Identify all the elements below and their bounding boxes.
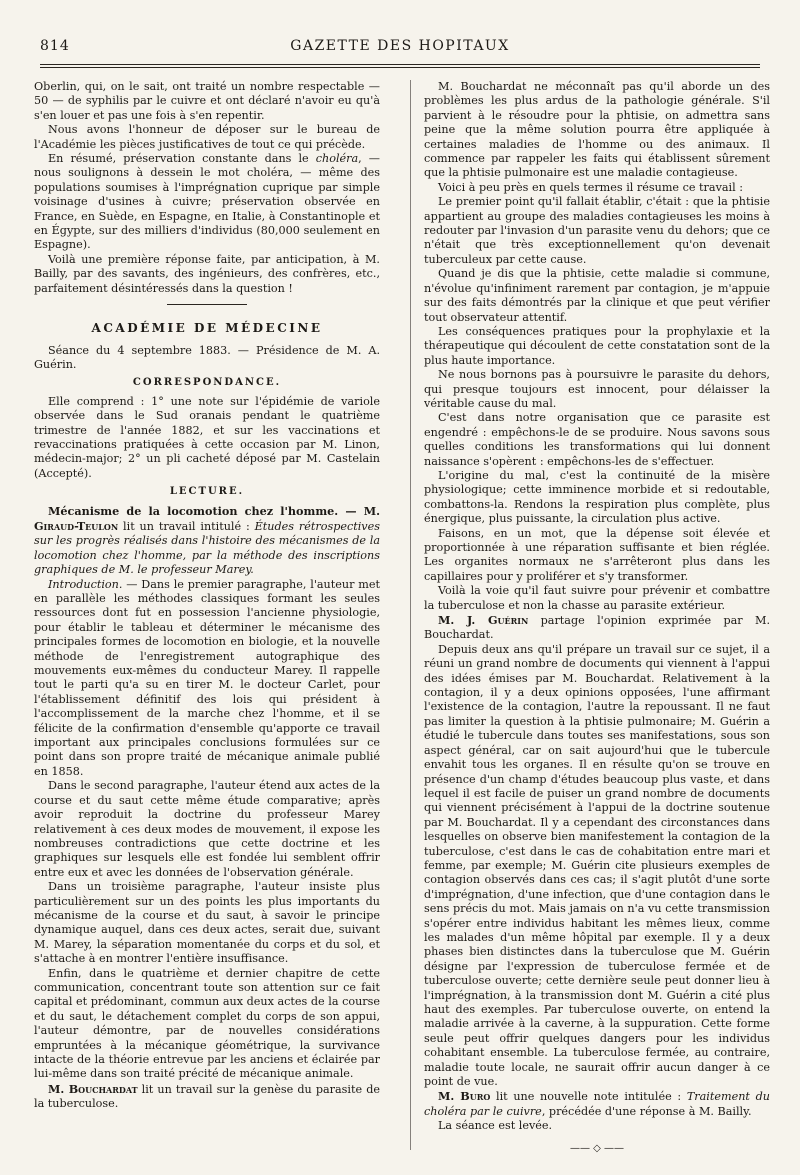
divider [167,304,247,305]
left-column [34,80,380,1160]
text-run: partage l'opinion exprimée par M. Bouchardat. [424,614,770,642]
article-title: Mécanisme de la locomotion chez l'homme. — [48,503,364,518]
article-italic: Études rétrospectives sur les progrès réalisés dans l'histoire des mécanismes de la locomotion chez l'homme, par la méthode des inscriptions graphiques de M. le professeur Marey. [34,519,380,577]
right-column [424,80,770,1160]
paragraph: Voilà une première réponse faite, par anticipation, à M. Bailly, par des savants, des ingénieurs, des confrères, etc., parfaitement désintéressés dans la question ! [34,252,380,295]
author-name: M. Buro [438,1089,491,1104]
paragraph: Dans le second paragraphe, l'auteur étend aux actes de la course et du saut cette même étude comparative; après avoir reproduit la doctrine du professeur Marey relativement à ces deux modes de mouvement, il expose les nombreuses contradictions que cette doctrine et les graphiques sur lesquels elle est fondée lui semblent offrir entre eux et avec les données de l'observation générale. [34,779,380,879]
text-run: choléra [315,152,359,166]
paragraph [424,613,770,643]
section-title: ACADÉMIE DE MÉDECINE [91,321,323,336]
paragraph: Depuis deux ans qu'il prépare un travail sur ce sujet, il a réuni un grand nombre de documents qui viennent à l'appui des idées émises par M. Bouchardat. Relativement à la contagion, il y a deux opinions opposées, l'une affirmant l'existence de la contagion, l'autre la repoussant. Il ne faut pas limiter la question à la phtisie pulmonaire; M. Guérin a étudié le tubercule dans toutes ses manifestations, sous son aspect général, car on sait aujourd'hui que le tubercule envahit tous les organes. Il en résulte qu'on se trouve en présence d'un champ d'études beaucoup plus vaste, et dans lequel il est facile de puiser un grand nombre de documents qui viennent précisément à l'appui de la doctrine soutenue par M. Bouchardat. Il y a cependant des circonstances dans lesquelles on observe bien manifestement la contagion de la tuberculose, c'est dans le cas de cohabitation entre mari et femme, par exemple; M. Guérin cite plusieurs exemples de contagion observés dans ces cas; il s'agit plutôt d'une sorte d'imprégnation, d'une infection, que d'une contagion dans le sens précis du mot. Mais jamais on n'a vu cette transmission s'opérer entre individus habitant les mêmes lieux, comme les malades d'un même hôpital par exemple. Il y a deux phases bien distinctes dans la tuberculose que M. Guérin désigne par l'expression de tuberculose fermée et de tuberculose ouverte; cette dernière seule peut donner lieu à l'imprégnation, à la transmission dont M. Guérin a cité plus haut des exemples. Par tuberculose ouverte, on entend la maladie arrivée à la caverne, à la suppuration. Cette forme seule peut offrir quelques dangers pour les individus cohabitant ensemble. La tuberculose fermée, au contraire, maladie toute locale, ne saurait offrir aucun danger à ce point de vue. [424,642,770,1089]
paragraph: Quand je dis que la phtisie, cette maladie si commune, n'évolue qu'infiniment rarement par contagion, je m'appuie sur des faits démontrés par la clinique et que peut vérifier tout observateur attentif. [424,267,770,324]
paragraph [34,578,380,780]
seance-line: Séance du 4 septembre 1883. — Présidence de M. A. Guérin. [34,343,380,371]
paragraph: Nous avons l'honneur de déposer sur le bureau de l'Académie les pièces justificatives de tout ce qui précède. [34,123,380,151]
paragraph [34,504,380,578]
paragraph [424,1089,770,1119]
paragraph [34,152,380,253]
page-number: 814 [40,38,70,54]
text-run: — Dans le premier paragraphe, l'auteur met en parallèle les méthodes classiques formant les seules ressources dont fut en possession l'ancienne physiologie, pour établir le tableau et déterminer le mécanisme des principales formes de locomotion en biologie, et la nouvelle méthode de l'enregistrement autographique des mouvements eux-mêmes du conducteur Marey. Il rappelle tout le parti qu'a su en tirer M. le docteur Carlet, pour l'établissement définitif des lois qui président à l'accomplissement de la marche chez l'homme, et il se félicite de la confirmation d'ensemble qu'apporte ce travail important aux principales conclusions formulées sur ce point dans son propre traité de mécanique animale publié en 1858. [34,577,380,778]
paragraph: L'origine du mal, c'est la continuité de la misère physiologique; cette imminence morbide et si redoutable, combattons-la. Rendons la respiration plus complète, plus énergique, plus puissante, la circulation plus active. [424,468,770,526]
end-ornament: —— ◇ —— [569,1142,625,1154]
paragraph: M. Bouchardat ne méconnaît pas qu'il aborde un des problèmes les plus ardus de la pathologie générale. S'il parvient à le résoudre pour la phtisie, on admettra sans peine que la même solution pourra être appliquée à certaines maladies de l'homme ou des animaux. Il commence par rappeler les faits qui établissent sûrement que la phtisie pulmonaire est une maladie contagieuse. [424,80,770,180]
paragraph: Elle comprend : 1° une note sur l'épidémie de variole observée dans le Sud oranais pendant le quatrième trimestre de l'année 1882, et sur les vaccinations et revaccinations pratiquées à cette occasion par M. Linon, médecin-major; 2° un pli cacheté déposé par M. Castelain (Accepté). [34,394,380,480]
header-rule-2 [40,67,760,68]
intro-label: Introduction. [48,577,123,591]
paragraph [34,1082,380,1112]
author-name: M. Giraud-Teulon [34,503,380,533]
article-italic: Traitement du choléra par le cuivre [424,1090,770,1118]
page-header [40,38,760,60]
paragraph: La séance est levée. [438,1119,553,1133]
subhead-lecture: LECTURE. [169,486,245,498]
text-run: lit un travail sur la genèse du parasite de la tuberculose. [34,1082,380,1111]
text-run: , — nous soulignons à dessein le mot choléra, — même des populations soumises à l'imprégnation cuprique par simple voisinage d'usines à cuivre; préservation observée en France, en Suède, en Espagne, en Italie, à Constantinople et en Égypte, sur des milliers d'individus (80,000 seulement en Espagne). [34,152,380,252]
paragraph: Faisons, en un mot, que la dépense soit élevée et proportionnée à une réparation suffisante et bien réglée. Les organites normaux ne s'arrêteront plus dans les capillaires pour y proliférer et s'y transformer. [424,526,770,583]
text-run: lit une nouvelle note intitulée : [490,1090,687,1104]
header-rule [40,64,760,65]
paragraph: Voilà la voie qu'il faut suivre pour prévenir et combattre la tuberculose et non la chasse au parasite extérieur. [424,584,770,612]
paragraph: Oberlin, qui, on le sait, ont traité un nombre respectable — 50 — de syphilis par le cuivre et ont déclaré n'avoir eu qu'à s'en louer et pas une fois à s'en repentir. [34,80,380,122]
paragraph: Dans un troisième paragraphe, l'auteur insiste plus particulièrement sur un des points les plus importants du mécanisme de la course et du saut, à savoir le principe dynamique auquel, dans ces deux actes, serait due, suivant M. Marey, la séparation momentanée du corps et du sol, et s'attache à en montrer l'entière insuffisance. [34,880,380,966]
paragraph: C'est dans notre organisation que ce parasite est engendré : empêchons-le de se produire. Nous savons sous quelles conditions les transformations qui lui donnent naissance s'opèrent : empêchons-les de s'effectuer. [424,411,770,468]
text-run: En résumé, préservation constante dans le [48,152,316,166]
author-name: M. Bouchardat [48,1081,138,1096]
column-separator [410,80,411,1150]
paragraph: Le premier point qu'il fallait établir, c'était : que la phtisie appartient au groupe des maladies contagieuses les moins à redouter par l'invasion d'un parasite venu du dehors; que ce n'était que très exceptionnellement qu'on devenait tuberculeux par cette cause. [424,195,770,266]
paragraph: Ne nous bornons pas à poursuivre le parasite du dehors, qui presque toujours est innocent, pour délaisser la véritable cause du mal. [424,368,770,410]
subhead-correspondance: CORRESPONDANCE. [132,377,282,389]
journal-title: GAZETTE DES HOPITAUX [290,38,510,54]
paragraph: Les conséquences pratiques pour la prophylaxie et la thérapeutique qui découlent de cette constatation sont de la plus haute importance. [424,324,770,367]
paragraph: Enfin, dans le quatrième et dernier chapitre de cette communication, concentrant toute son attention sur ce fait capital et prédominant, commun aux deux actes de la course et du saut, le détachement complet du corps de son appui, l'auteur démontre, par de nouvelles considérations empruntées à la mécanique géométrique, la survivance intacte de la théorie entrevue par les anciens et éclairée par lui-même dans son traité précité de mécanique animale. [34,966,380,1081]
paragraph: Voici à peu près en quels termes il résume ce travail : [438,180,744,194]
author-name: M. J. Guérin [438,613,529,628]
text-run: lit un travail intitulé : [118,519,255,533]
text-run: , précédée d'une réponse à M. Bailly. [541,1104,752,1118]
